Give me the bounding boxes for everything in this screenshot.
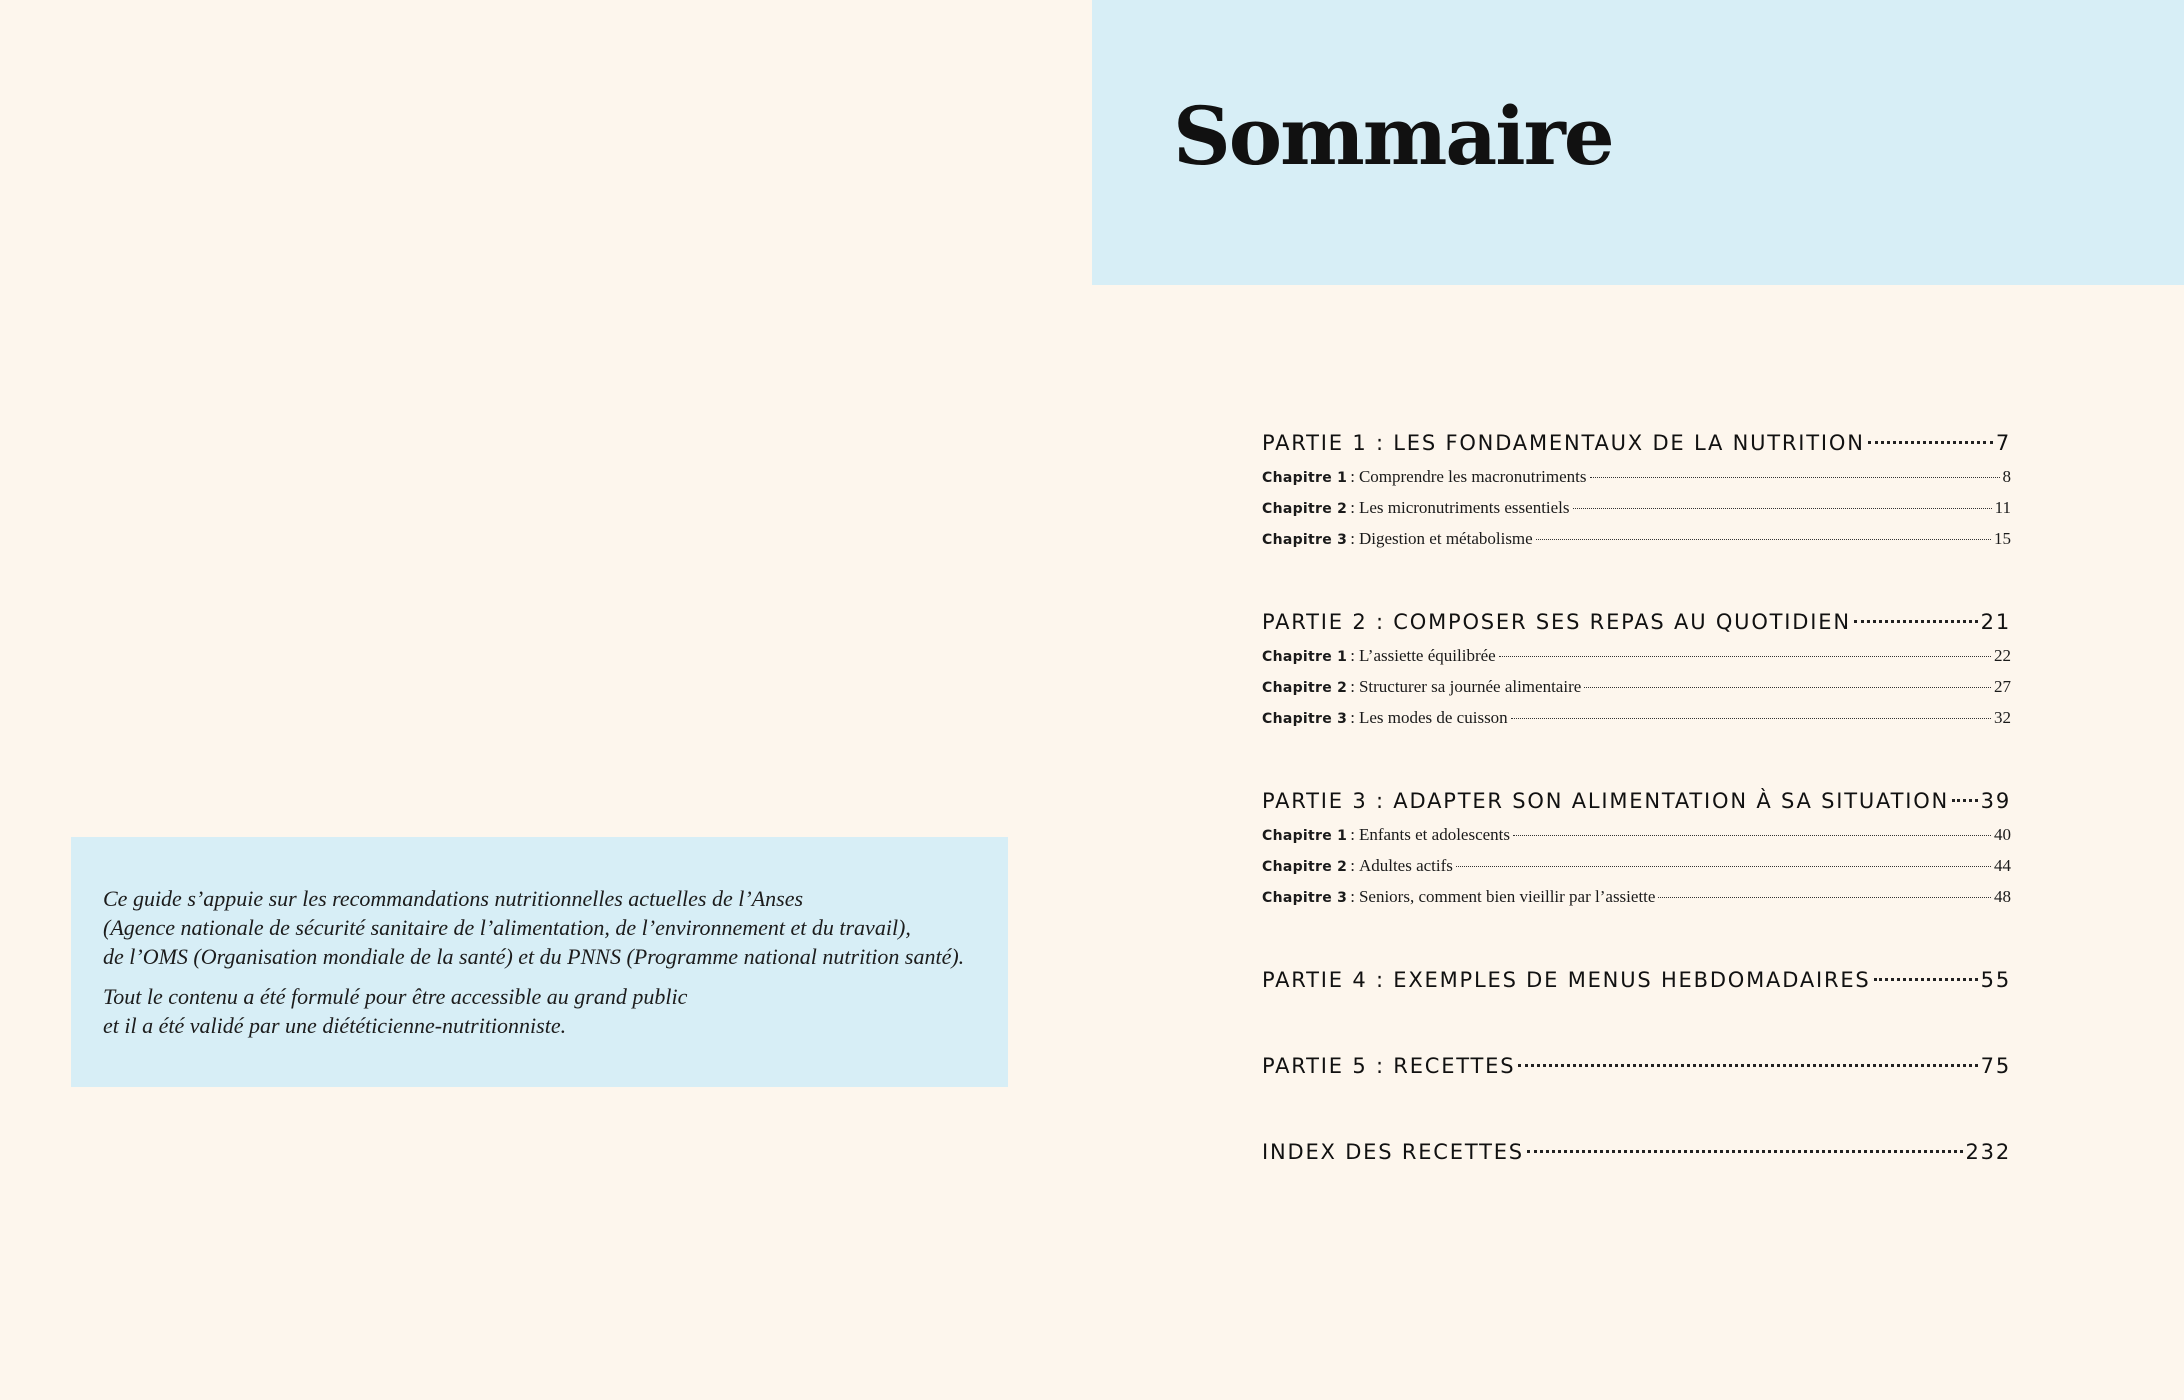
- toc-chapter[interactable]: Chapitre 3 : Seniors, comment bien vieillir par l’assiette 48: [1262, 881, 2011, 912]
- chapter-page: 27: [1994, 677, 2011, 696]
- note-line: et il a été validé par une diététicienne-nutritionniste.: [103, 1013, 567, 1038]
- toc-chapter[interactable]: Chapitre 3 : Les modes de cuisson 32: [1262, 702, 2011, 733]
- chapter-title: L’assiette équilibrée: [1358, 646, 1496, 665]
- chapter-title: Enfants et adolescents: [1358, 825, 1511, 844]
- toc-index[interactable]: [1262, 1134, 2011, 1170]
- note-paragraph-2: [103, 982, 976, 1040]
- toc-part-1[interactable]: [1262, 425, 2011, 461]
- chapter-page: 22: [1994, 646, 2011, 665]
- toc-part-page: 232: [1965, 1140, 2011, 1164]
- note-line: Ce guide s’appuie sur les recommandations nutritionnelles actuelles de l’Anses: [103, 886, 804, 911]
- dot-leader: [1536, 539, 1991, 540]
- toc-part-title: PARTIE 3 : ADAPTER SON ALIMENTATION À SA SITUATION: [1262, 789, 1950, 813]
- chapter-label: Chapitre 2: [1262, 501, 1348, 517]
- toc-part-page: 21: [1980, 610, 2011, 634]
- dot-leader: [1854, 620, 1978, 623]
- chapter-page: 48: [1994, 887, 2011, 906]
- chapter-label: Chapitre 2: [1262, 859, 1348, 875]
- chapter-title: Structurer sa journée alimentaire: [1358, 677, 1582, 696]
- sources-note: [71, 837, 1008, 1087]
- dot-leader: [1658, 897, 1991, 898]
- dot-leader: [1952, 799, 1978, 802]
- toc-part-title: PARTIE 2 : COMPOSER SES REPAS AU QUOTIDIEN: [1262, 610, 1851, 634]
- dot-leader: [1499, 656, 1991, 657]
- toc-chapter[interactable]: Chapitre 1 : L’assiette équilibrée 22: [1262, 640, 2011, 671]
- dot-leader: [1868, 441, 1993, 444]
- page-title: Sommaire: [1173, 89, 1613, 183]
- toc-part-page: 75: [1980, 1054, 2011, 1078]
- chapter-page: 11: [1994, 498, 2011, 517]
- toc-part-title: PARTIE 4 : EXEMPLES DE MENUS HEBDOMADAIRES: [1262, 968, 1871, 992]
- chapter-page: 44: [1994, 856, 2011, 875]
- table-of-contents: [1262, 425, 2011, 1170]
- chapter-label: Chapitre 3: [1262, 890, 1348, 906]
- dot-leader: [1511, 718, 1991, 719]
- toc-chapter[interactable]: Chapitre 1 : Comprendre les macronutriments 8: [1262, 461, 2011, 492]
- chapter-title: Digestion et métabolisme: [1358, 529, 1533, 548]
- note-line: de l’OMS (Organisation mondiale de la santé) et du PNNS (Programme national nutrition santé).: [103, 944, 965, 969]
- chapter-title: Comprendre les macronutriments: [1358, 467, 1587, 486]
- dot-leader: [1527, 1150, 1963, 1153]
- dot-leader: [1518, 1064, 1977, 1067]
- note-line: (Agence nationale de sécurité sanitaire de l’alimentation, de l’environnement et du travail),: [103, 915, 911, 940]
- toc-part-3[interactable]: [1262, 783, 2011, 819]
- chapter-page: 40: [1994, 825, 2011, 844]
- dot-leader: [1584, 687, 1991, 688]
- chapter-label: Chapitre 2: [1262, 680, 1348, 696]
- chapter-title: Seniors, comment bien vieillir par l’assiette: [1358, 887, 1656, 906]
- chapter-label: Chapitre 1: [1262, 649, 1348, 665]
- toc-part-page: 39: [1980, 789, 2011, 813]
- toc-part-title: INDEX DES RECETTES: [1262, 1140, 1524, 1164]
- chapter-label: Chapitre 3: [1262, 711, 1348, 727]
- chapter-page: 32: [1994, 708, 2011, 727]
- toc-chapter[interactable]: Chapitre 2 : Adultes actifs 44: [1262, 850, 2011, 881]
- toc-part-2[interactable]: [1262, 604, 2011, 640]
- toc-part-4[interactable]: [1262, 962, 2011, 998]
- note-paragraph-1: [103, 884, 976, 971]
- toc-part-page: 7: [1995, 431, 2011, 455]
- toc-part-title: PARTIE 5 : RECETTES: [1262, 1054, 1516, 1078]
- toc-part-title: PARTIE 1 : LES FONDAMENTAUX DE LA NUTRITION: [1262, 431, 1865, 455]
- note-line: Tout le contenu a été formulé pour être accessible au grand public: [103, 984, 688, 1009]
- dot-leader: [1456, 866, 1991, 867]
- chapter-page: 15: [1994, 529, 2011, 548]
- chapter-label: Chapitre 1: [1262, 828, 1348, 844]
- toc-chapter[interactable]: Chapitre 2 : Structurer sa journée alimentaire 27: [1262, 671, 2011, 702]
- chapter-title: Les micronutriments essentiels: [1358, 498, 1570, 517]
- dot-leader: [1874, 978, 1978, 981]
- chapter-label: Chapitre 3: [1262, 532, 1348, 548]
- chapter-label: Chapitre 1: [1262, 470, 1348, 486]
- dot-leader: [1573, 508, 1992, 509]
- dot-leader: [1513, 835, 1991, 836]
- toc-chapter[interactable]: Chapitre 1 : Enfants et adolescents 40: [1262, 819, 2011, 850]
- chapter-title: Les modes de cuisson: [1358, 708, 1508, 727]
- chapter-page: 8: [2002, 467, 2011, 486]
- chapter-title: Adultes actifs: [1358, 856, 1453, 875]
- toc-part-5[interactable]: [1262, 1048, 2011, 1084]
- toc-chapter[interactable]: Chapitre 2 : Les micronutriments essentiels 11: [1262, 492, 2011, 523]
- dot-leader: [1590, 477, 2000, 478]
- toc-part-page: 55: [1980, 968, 2011, 992]
- toc-chapter[interactable]: Chapitre 3 : Digestion et métabolisme 15: [1262, 523, 2011, 554]
